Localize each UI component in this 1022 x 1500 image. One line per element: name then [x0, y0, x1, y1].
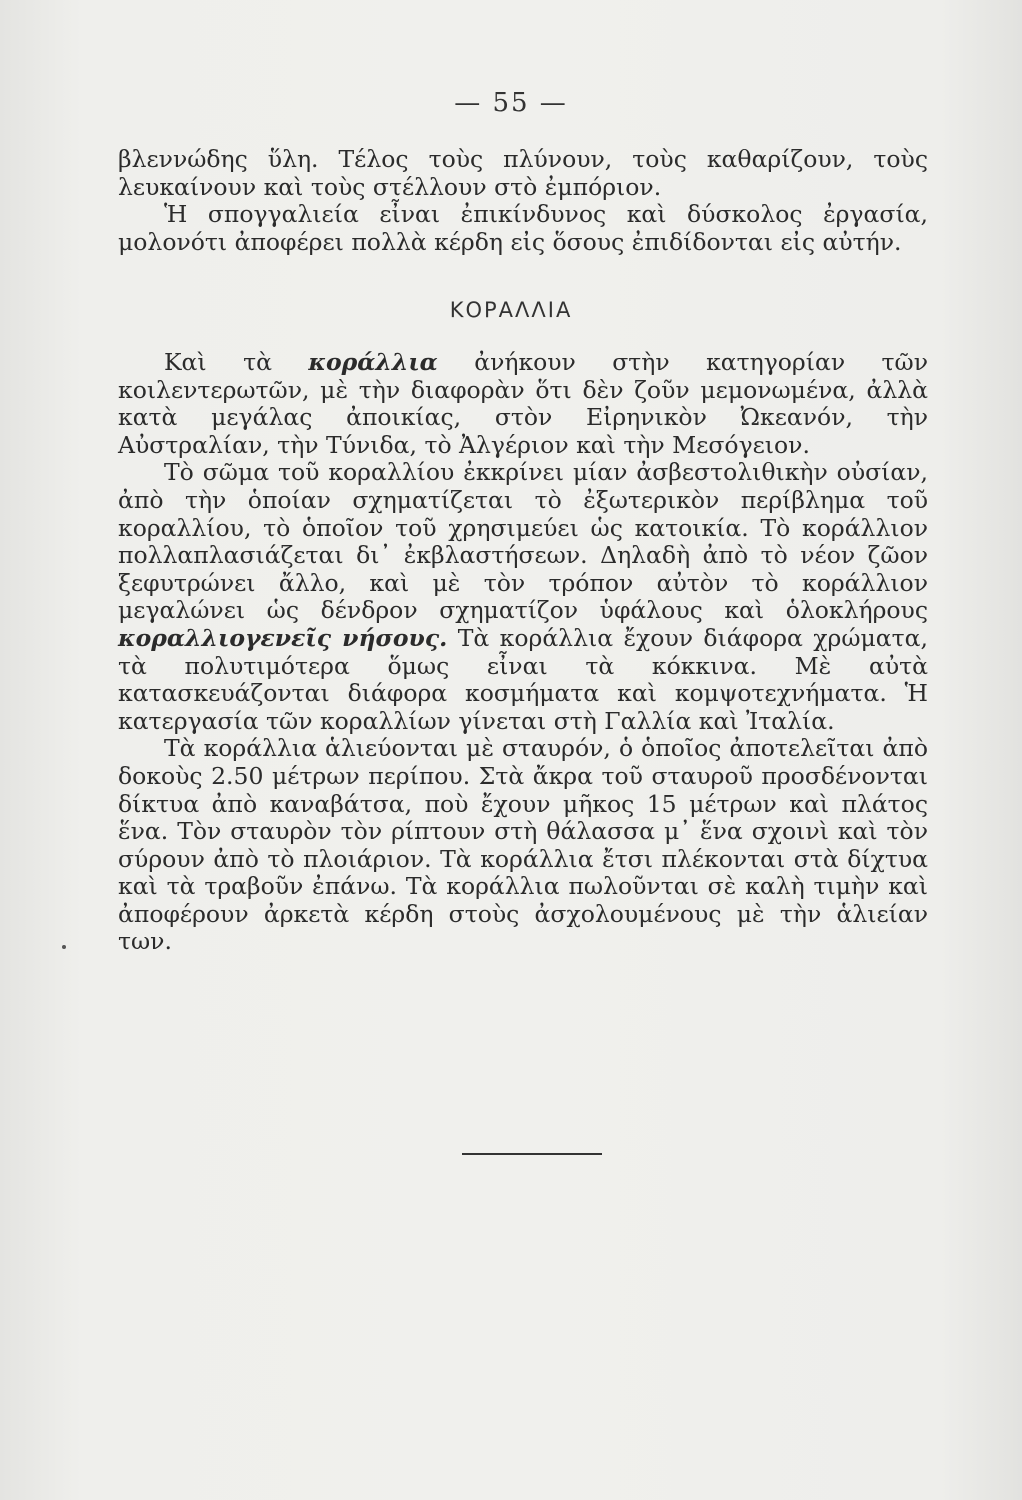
- p2-bold-term: κοραλλιογενεῖς νήσους.: [118, 623, 448, 652]
- section-paragraph-1: [118, 349, 928, 459]
- p1-start: Καὶ τὰ: [164, 348, 309, 376]
- intro-paragraph-1: βλεννώδης ὕλη. Τέλος τοὺς πλύνουν, τοὺς καθαρίζουν, τοὺς λευκαίνουν καὶ τοὺς στέλλουν στὸ ἐμπόριον.: [118, 145, 928, 201]
- print-speck: [62, 945, 66, 949]
- section-paragraph-2: [118, 459, 928, 735]
- p1-rest: ἀνήκουν στὴν κατηγορίαν τῶν κοιλεντερωτῶν, μὲ τὴν διαφορὰν ὅτι δὲν ζοῦν μεμονωμένα, ἀλλὰ κατὰ μεγάλας ἀποικίας, στὸν Εἰρηνικὸν Ὠκεανόν, τὴν Αὐστραλίαν, τὴν Τύνιδα, τὸ Ἀλγέριον καὶ τὴν Μεσόγειον.: [118, 348, 928, 459]
- section-body: [118, 349, 928, 956]
- section-paragraph-3: Τὰ κοράλλια ἁλιεύονται μὲ σταυρόν, ὁ ὁποῖος ἀποτελεῖται ἀπὸ δοκοὺς 2.50 μέτρων περίπου. Στὰ ἄκρα τοῦ σταυροῦ προσδένονται δίκτυα ἀπὸ καναβάτσα, ποὺ ἔχουν μῆκος 15 μέτρων καὶ πλάτος ἕνα. Τὸν σταυρὸν τὸν ρίπτουν στὴ θάλασσα μ᾽ ἕνα σχοινὶ καὶ τὸν σύρουν ἀπὸ τὸ πλοιάριον. Τὰ κοράλλια ἔτσι πλέκονται στὰ δίχτυα καὶ τὰ τραβοῦν ἐπάνω. Τὰ κοράλλια πωλοῦνται σὲ καλὴ τιμὴν καὶ ἀποφέρουν ἀρκετὰ κέρδη στοὺς ἀσχολουμένους μὲ τὴν ἁλιείαν των.: [118, 734, 928, 956]
- section-heading: ΚΟΡΑΛΛΙΑ: [449, 298, 573, 322]
- p1-bold-term: κοράλλια: [308, 348, 438, 376]
- page-number: — 55 —: [454, 88, 568, 118]
- end-rule: [462, 1153, 602, 1155]
- p2-rest: Τὰ κοράλλια ἔχουν διάφορα χρώματα, τὰ πολυτιμότερα ὅμως εἶναι τὰ κόκκινα. Μὲ αὐτὰ κατασκευάζονται διάφορα κοσμήματα καὶ κομψοτεχνήματα. Ἡ κατεργασία τῶν κοραλλίων γίνεται στὴ Γαλλία καὶ Ἰταλία.: [118, 623, 928, 735]
- intro-paragraph-2: Ἡ σπογγαλιεία εἶναι ἐπικίνδυνος καὶ δύσκολος ἐργασία, μολονότι ἀποφέρει πολλὰ κέρδη εἰς ὅσους ἐπιδίδονται εἰς αὐτήν.: [118, 200, 928, 256]
- p2-start: Τὸ σῶμα τοῦ κοραλλίου ἐκκρίνει μίαν ἀσβεστολιθικὴν οὐσίαν, ἀπὸ τὴν ὁποίαν σχηματίζεται τὸ ἐξωτερικὸν περίβλημα τοῦ κοραλλίου, τὸ ὁποῖον τοῦ χρησιμεύει ὡς κατοικία. Τὸ κοράλλιον πολλαπλασιάζεται δι᾽ ἐκβλαστήσεων. Δηλαδὴ ἀπὸ τὸ νέον ζῶον ξεφυτρώνει ἄλλο, καὶ μὲ τὸν τρόπον αὐτὸν τὸ κοράλλιον μεγαλώνει ὡς δένδρον σχηματίζον ὑφάλους καὶ ὁλοκλήρους: [118, 458, 928, 625]
- intro-text: [118, 146, 928, 256]
